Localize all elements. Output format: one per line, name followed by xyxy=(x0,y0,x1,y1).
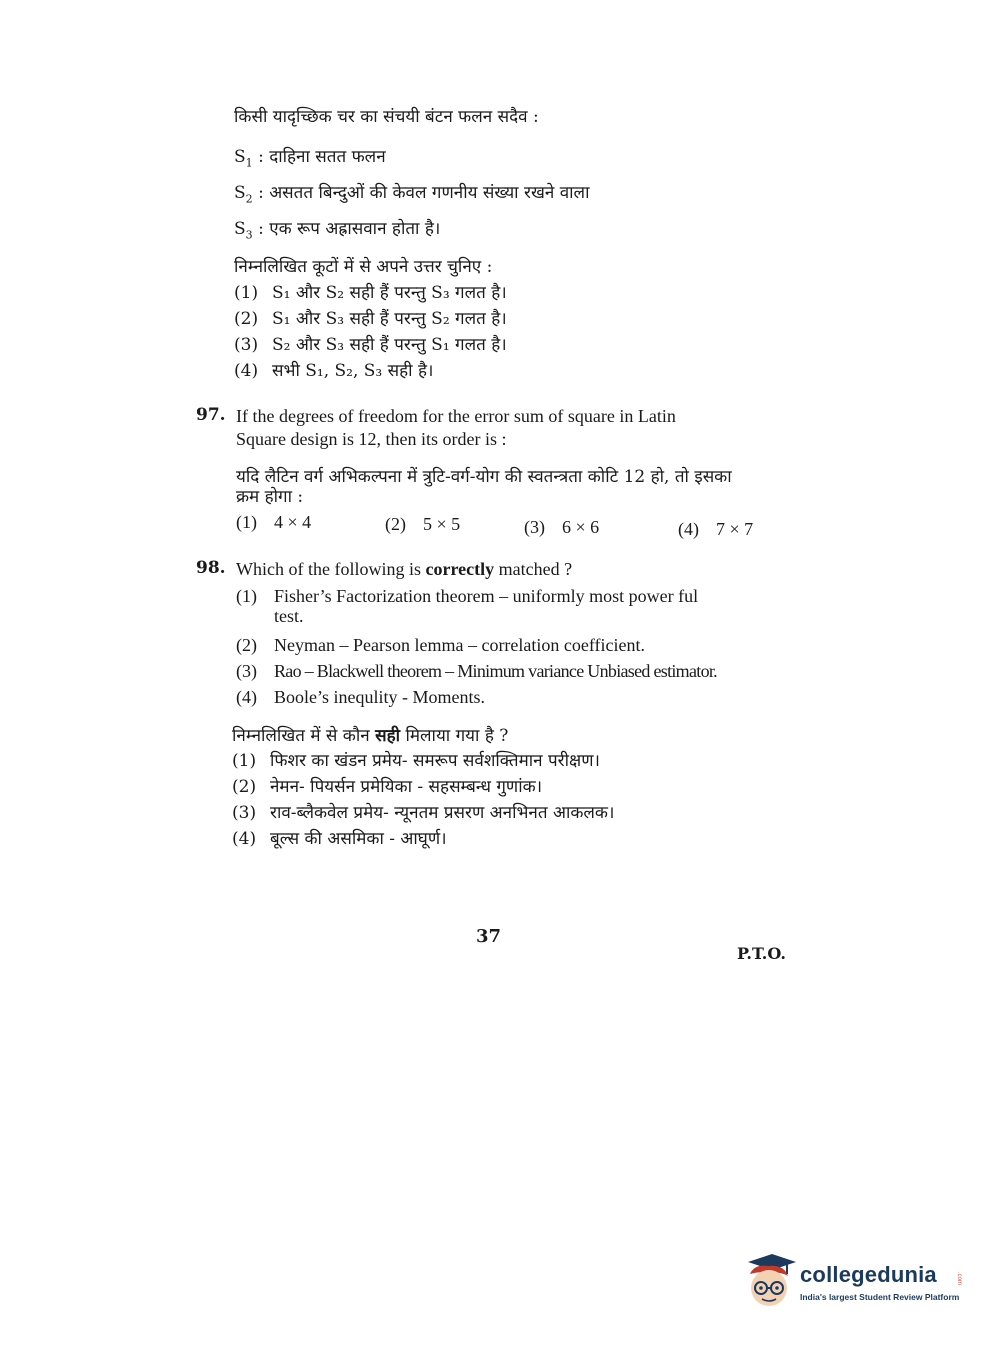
mascot-icon xyxy=(742,1252,798,1314)
q97-question-hi-line1: यदि लैटिन वर्ग अभिकल्पना में त्रुटि-वर्ग-योग की स्वतन्त्रता कोटि 12 हो, तो इसका xyxy=(236,467,732,487)
collegedunia-logo xyxy=(742,1252,972,1314)
q97-question-hi-line2: क्रम होगा : xyxy=(236,487,304,507)
q96-statement-3: $S_3$ : एक रूप अह्रासवान होता है। xyxy=(234,219,441,242)
q96-option-1: (1) S₁ और S₂ सही हैं परन्तु S₃ गलत है। xyxy=(234,283,507,303)
q96-statement-2: $S_2$ : असतत बिन्दुओं की केवल गणनीय संख्या रखने वाला xyxy=(234,183,590,206)
q98-hi-option-1: (1) फिशर का खंडन प्रमेय- समरूप सर्वशक्तिमान परीक्षण। xyxy=(232,751,600,771)
q98-number: 98. xyxy=(196,558,226,578)
logo-domain-suffix: .com xyxy=(956,1272,962,1286)
q98-question-en: Which of the following is correctly matched ? xyxy=(236,559,573,579)
q98-en-option-2: (2) Neyman – Pearson lemma – correlation coefficient. xyxy=(236,635,646,655)
q96-intro: किसी यादृच्छिक चर का संचयी बंटन फलन सदैव : xyxy=(234,107,539,127)
q96-option-2: (2) S₁ और S₃ सही हैं परन्तु S₂ गलत है। xyxy=(234,309,507,329)
pto-label: P.T.O. xyxy=(737,944,786,963)
q97-option-1: (1) 4 × 4 xyxy=(236,512,312,532)
q96-option-4: (4) सभी S₁, S₂, S₃ सही है। xyxy=(234,361,434,381)
q98-en-option-4: (4) Boole’s inequlity - Moments. xyxy=(236,687,485,707)
q97-question-en-line2: Square design is 12, then its order is : xyxy=(236,429,507,449)
q98-hi-option-2: (2) नेमन- पियर्सन प्रमेयिका - सहसम्बन्ध गुणांक। xyxy=(232,777,543,797)
q98-hi-option-3: (3) राव-ब्लैकवेल प्रमेय- न्यूनतम प्रसरण अनभिनत आकलक। xyxy=(232,803,615,823)
q96-choose-instruction: निम्नलिखित कूटों में से अपने उत्तर चुनिए : xyxy=(234,257,493,277)
q96-statement-1: $S_1$ : दाहिना सतत फलन xyxy=(234,147,386,170)
q97-option-3: (3) 6 × 6 xyxy=(524,517,600,537)
page-number: 37 xyxy=(476,926,502,947)
q98-en-option-1-cont: test. xyxy=(274,606,304,626)
q97-number: 97. xyxy=(196,405,226,425)
logo-wordmark: collegedunia xyxy=(800,1262,937,1287)
q98-question-hi: निम्नलिखित में से कौन सही मिलाया गया है ? xyxy=(232,726,509,746)
logo-tagline: India's largest Student Review Platform xyxy=(800,1292,960,1302)
q97-question-en-line1: If the degrees of freedom for the error sum of square in Latin xyxy=(236,406,676,426)
q96-option-3: (3) S₂ और S₃ सही हैं परन्तु S₁ गलत है। xyxy=(234,335,507,355)
q98-en-option-1: (1) Fisher’s Factorization theorem – uniformly most power ful xyxy=(236,586,699,606)
q97-option-2: (2) 5 × 5 xyxy=(385,514,461,534)
q97-option-4: (4) 7 × 7 xyxy=(678,519,754,539)
q98-en-option-3: (3) Rao – Blackwell theorem – Minimum variance Unbiased estimator. xyxy=(236,661,717,681)
q98-hi-option-4: (4) बूल्स की असमिका - आघूर्ण। xyxy=(232,829,447,849)
